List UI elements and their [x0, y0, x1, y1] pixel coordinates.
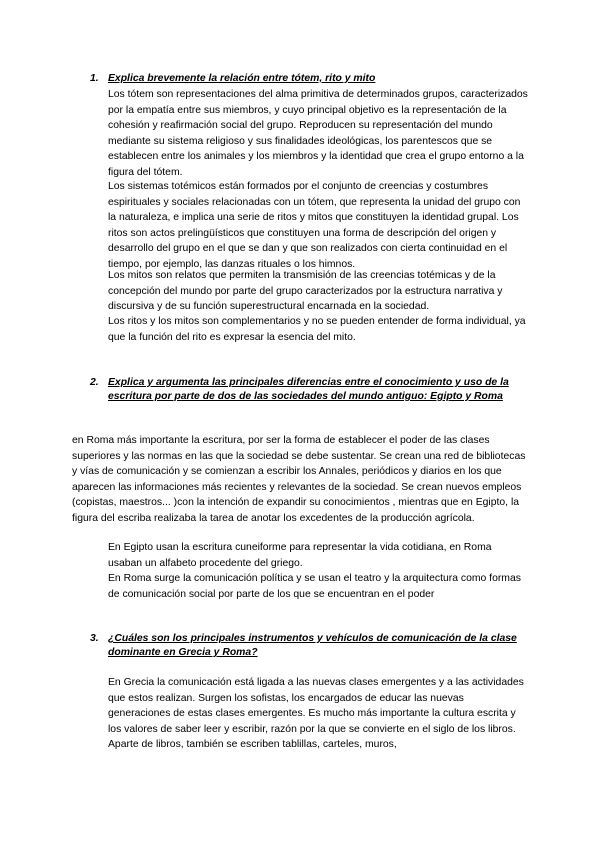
question-1-heading — [90, 72, 530, 86]
question-2-heading — [90, 376, 530, 404]
question-1-title: Explica brevemente la relación entre tótem, rito y mito — [108, 73, 376, 84]
answer-1-paragraph-4: Los ritos y los mitos son complementarios y no se pueden entender de forma individual, ya que la función del rito es expresar la esencia del mito. — [108, 316, 526, 343]
question-1-number: 1. — [90, 73, 99, 84]
answer-1-paragraph-3: Los mitos son relatos que permiten la transmisión de las creencias totémicas y de la concepción del mundo por parte del grupo caracterizados por la estructura narrativa y discursiva y de su función superestructural encarnada en la sociedad. — [108, 270, 503, 313]
question-3-number: 3. — [90, 633, 99, 644]
answer-1-paragraph-1: Los tótem son representaciones del alma primitiva de determinados grupos, caracterizados por la empatía entre sus miembros, y cuyo principal objetivo es la representación de la cohesión y reafirmación social del grupo. Reproducen su representación del mundo mediante su sistema religioso y sus finalidades ideológicas, los parentescos que se establecen entre los animales y los miembros y la identidad que crea el grupo entorno a la figura del tótem. — [108, 89, 528, 178]
question-2-title: Explica y argumenta las principales diferencias entre el conocimiento y uso de la escritura por parte de dos de las sociedades del mundo antiguo: Egipto y Roma — [108, 377, 509, 402]
question-3-heading — [90, 632, 530, 660]
question-3-title: ¿Cuáles son los principales instrumentos y vehículos de comunicación de la clase dominante en Grecia y Roma? — [108, 633, 517, 658]
answer-2-paragraph-1: en Roma más importante la escritura, por ser la forma de establecer el poder de las clases superiores y las normas en las que la sociedad se debe sustentar. Se crean una red de bibliotecas y vías de comunicación y se comienzan a escribir los Annales, periódicos y diarios en los que aparecen las informaciones más recientes y relevantes de la sociedad. Se crean nuevos empleos (copistas, maestros... )con la intención de expandir su conocimientos , mientras que en Egipto, la figura del escriba realizaba la tarea de anotar los excedentes de la producción agrícola. — [72, 435, 526, 524]
answer-3-paragraph-1: En Grecia la comunicación está ligada a las nuevas clases emergentes y a las actividades que estos realizan. Surgen los sofistas, los encargados de educar las nuevas generaciones de estas clases emergentes. Es mucho más importante la cultura escrita y los valores de saber leer y escribir, razón por la que se convierte en el siglo de los libros. Aparte de libros, también se escriben tablillas, carteles, muros, — [108, 677, 524, 751]
answer-2-paragraph-2: En Egipto usan la escritura cuneiforme para representar la vida cotidiana, en Roma usaban un alfabeto procedente del griego. — [108, 542, 492, 569]
answer-2-paragraph-3: En Roma surge la comunicación política y se usan el teatro y la arquitectura como formas de comunicación social por parte de los que se encuentran en el poder — [108, 573, 521, 600]
answer-1-paragraph-2: Los sistemas totémicos están formados por el conjunto de creencias y costumbres espirituales y sociales relacionadas con un tótem, que representa la unidad del grupo con la naturaleza, e implica una serie de ritos y mitos que constituyen la identidad grupal. Los ritos son actos prelingüísticos que constituyen una forma de descripción del origen y desarrollo del grupo en el que se dan y que son realizados con cierta continuidad en el tiempo, por ejemplo, las danzas rituales o los himnos. — [108, 181, 521, 270]
question-2-number: 2. — [90, 377, 99, 388]
